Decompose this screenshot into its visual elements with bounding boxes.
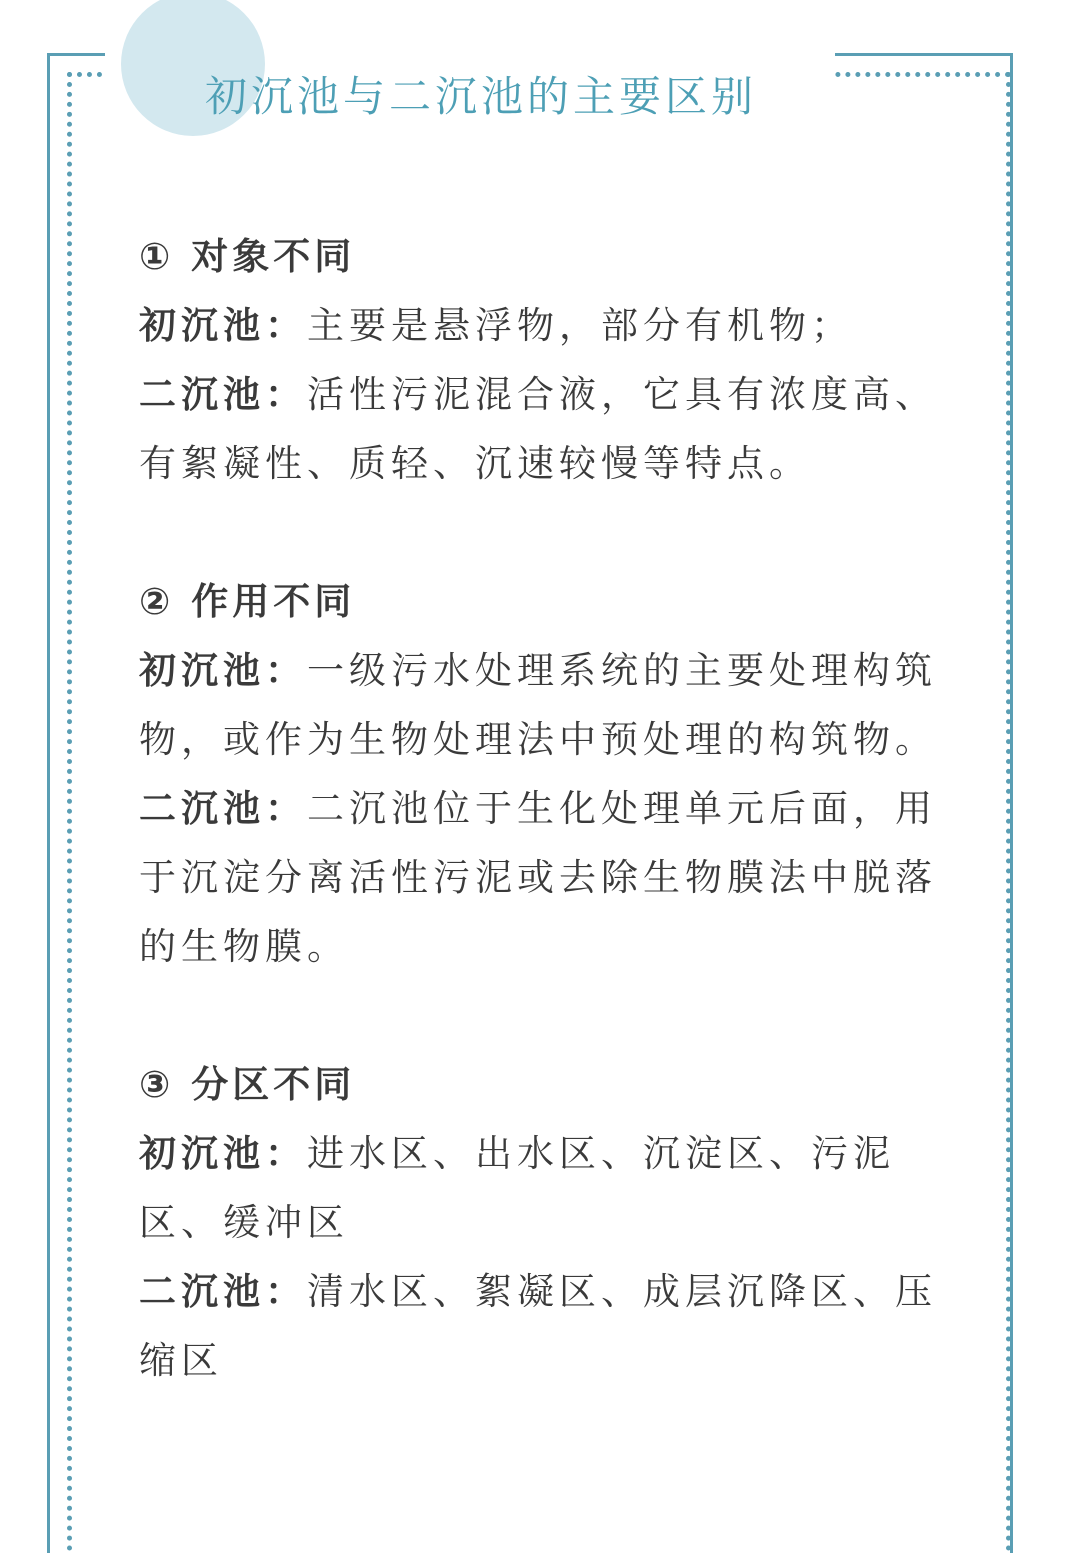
section-item — [139, 1257, 939, 1395]
article-content — [139, 222, 939, 1464]
item-text: 主要是悬浮物，部分有机物； — [307, 304, 853, 347]
item-label: 二沉池： — [139, 1270, 307, 1313]
section-item — [139, 291, 939, 360]
section-item — [139, 360, 939, 498]
page-title: 初沉池与二沉池的主要区别 — [205, 72, 758, 121]
item-text: 活性污泥混合液，它具有浓度高、有絮凝性、质轻、沉速较慢等特点。 — [139, 373, 937, 485]
item-label: 初沉池： — [139, 1132, 307, 1175]
section-item — [139, 1119, 939, 1257]
section-item — [139, 636, 939, 774]
item-text: 二沉池位于生化处理单元后面，用于沉淀分离活性污泥或去除生物膜法中脱落的生物膜。 — [139, 787, 937, 968]
item-label: 二沉池： — [139, 787, 307, 830]
section-heading: ② 作用不同 — [139, 580, 356, 623]
item-text: 清水区、絮凝区、成层沉降区、压缩区 — [139, 1270, 937, 1382]
item-label: 初沉池： — [139, 304, 307, 347]
section-heading: ① 对象不同 — [139, 235, 356, 278]
section-function — [139, 567, 939, 981]
section-object — [139, 222, 939, 498]
item-label: 二沉池： — [139, 373, 307, 416]
item-label: 初沉池： — [139, 649, 307, 692]
item-text: 一级污水处理系统的主要处理构筑物，或作为生物处理法中预处理的构筑物。 — [139, 649, 937, 761]
section-item — [139, 774, 939, 981]
section-heading: ③ 分区不同 — [139, 1063, 356, 1106]
item-text: 进水区、出水区、沉淀区、污泥区、缓冲区 — [139, 1132, 895, 1244]
section-zones — [139, 1050, 939, 1395]
